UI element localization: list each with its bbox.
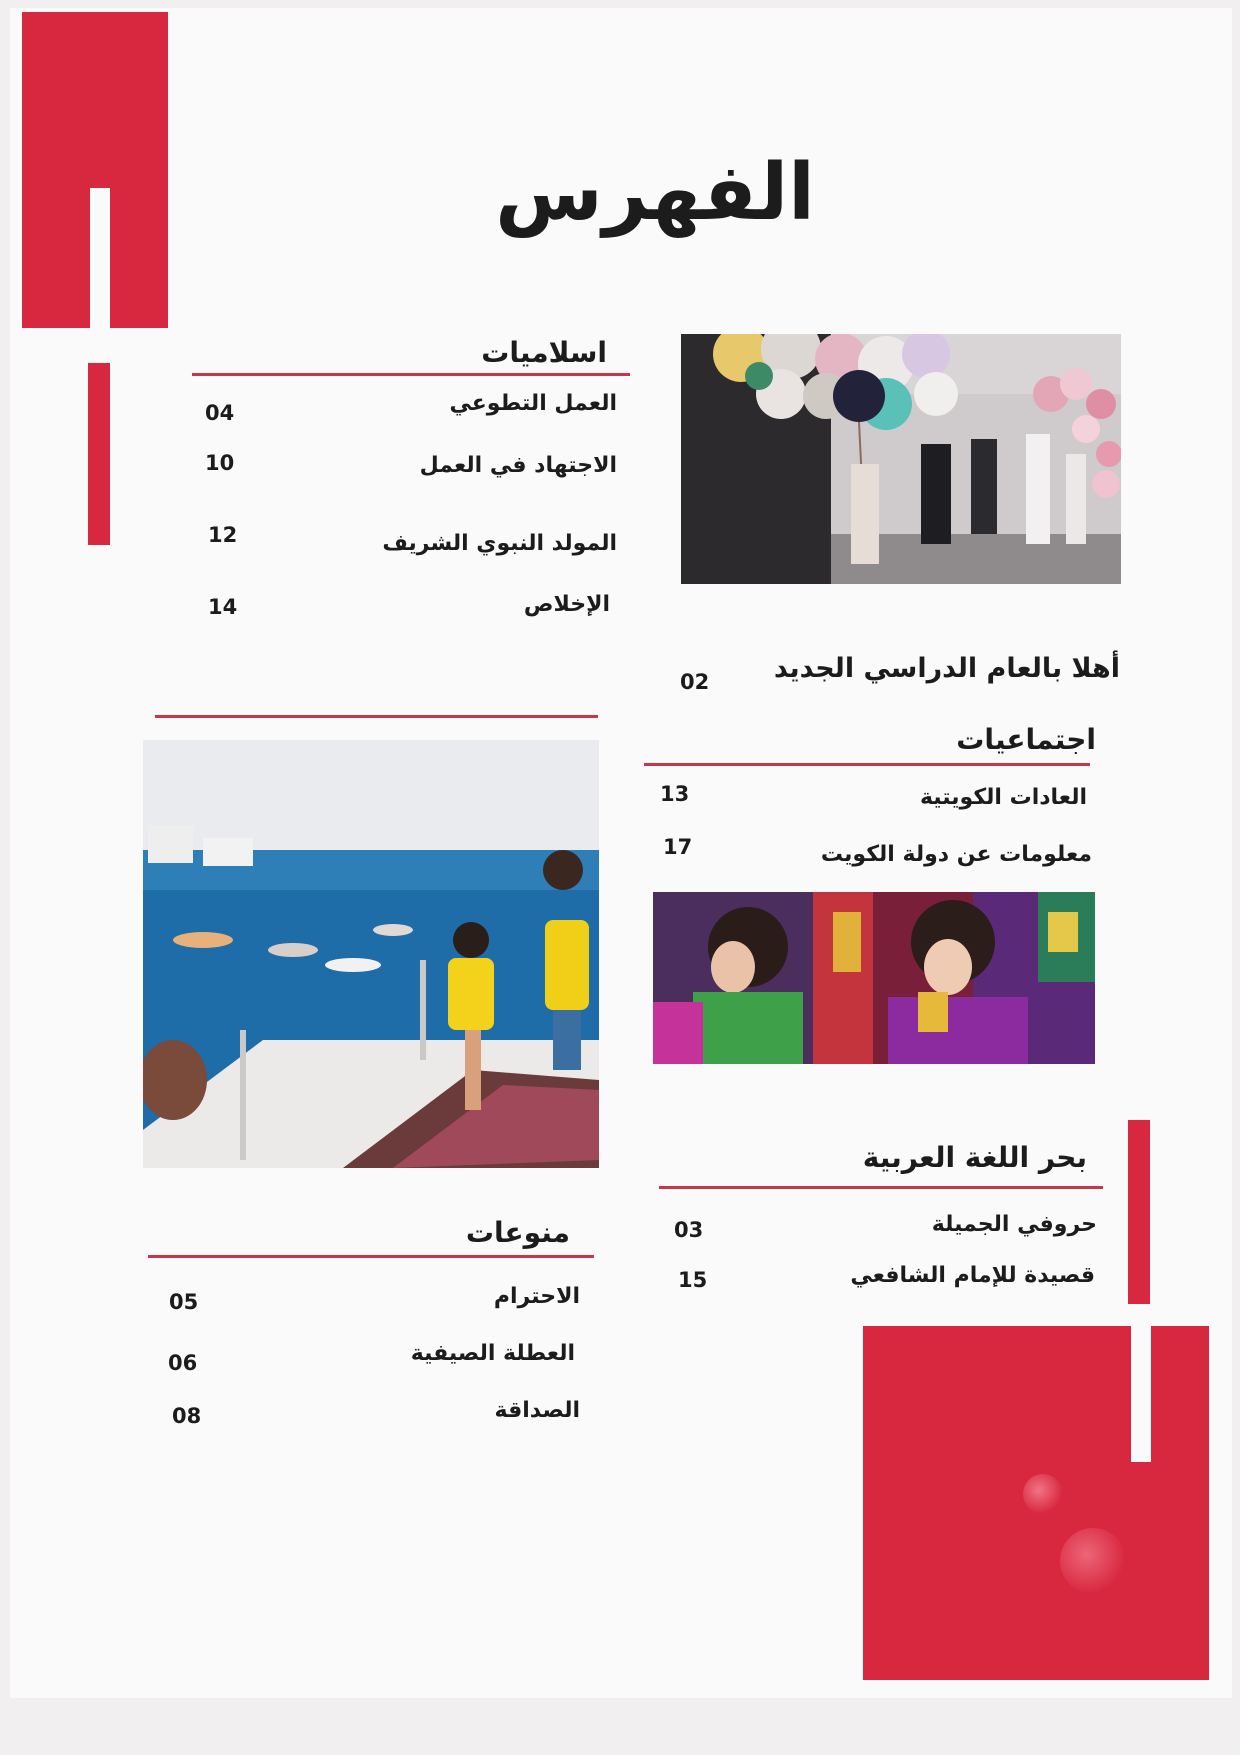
index-page <box>10 8 1232 1698</box>
section-rule-islamiyat <box>192 373 630 376</box>
photo-sea-trip <box>143 740 599 1168</box>
toc-item-title[interactable]: العادات الكويتية <box>919 785 1087 810</box>
toc-item-title[interactable]: حروفي الجميلة <box>931 1212 1097 1237</box>
photo-balloons <box>681 334 1121 584</box>
toc-item-title[interactable]: قصيدة للإمام الشافعي <box>850 1263 1095 1288</box>
section-heading-ijtimaiyat: اجتماعيات <box>956 723 1096 756</box>
toc-item-page: 04 <box>205 401 235 425</box>
toc-item-page: 03 <box>674 1218 704 1242</box>
toc-item-page: 08 <box>172 1404 202 1428</box>
decor-notch-bottom-right <box>1131 1326 1151 1462</box>
toc-item-title[interactable]: الصداقة <box>494 1398 580 1423</box>
section-rule-arabic <box>659 1186 1103 1189</box>
toc-item-page: 10 <box>205 451 235 475</box>
section-rule-ijtimaiyat <box>644 763 1090 766</box>
toc-item-page: 17 <box>663 835 693 859</box>
photo-kuwaiti-traditions <box>653 892 1095 1064</box>
toc-item-title[interactable]: المولد النبوي الشريف <box>382 531 617 556</box>
decor-circle <box>1060 1528 1126 1594</box>
decor-circle <box>1023 1474 1063 1514</box>
toc-item-page: 14 <box>208 595 238 619</box>
page-title: الفهرس <box>495 148 815 238</box>
featured-entry-page: 02 <box>680 670 710 694</box>
toc-item-title[interactable]: العطلة الصيفية <box>410 1341 575 1366</box>
section-heading-munawaat: منوعات <box>465 1216 570 1249</box>
toc-item-title[interactable]: العمل التطوعي <box>449 391 617 416</box>
divider-left <box>155 715 598 718</box>
section-heading-arabic: بحر اللغة العربية <box>862 1141 1087 1174</box>
toc-item-page: 05 <box>169 1290 199 1314</box>
decor-bar-right <box>1128 1120 1150 1304</box>
toc-item-page: 13 <box>660 782 690 806</box>
decor-notch-top-left <box>90 188 110 328</box>
featured-entry-title[interactable]: أهلا بالعام الدراسي الجديد <box>773 653 1120 684</box>
toc-item-title[interactable]: الإخلاص <box>523 592 610 617</box>
section-rule-munawaat <box>148 1255 594 1258</box>
section-heading-islamiyat: اسلاميات <box>481 336 607 369</box>
toc-item-page: 15 <box>678 1268 708 1292</box>
decor-bar-left <box>88 363 110 545</box>
toc-item-title[interactable]: الاجتهاد في العمل <box>419 453 617 478</box>
toc-item-page: 06 <box>168 1351 198 1375</box>
toc-item-page: 12 <box>208 523 238 547</box>
toc-item-title[interactable]: الاحترام <box>493 1284 580 1309</box>
toc-item-title[interactable]: معلومات عن دولة الكويت <box>820 842 1092 867</box>
